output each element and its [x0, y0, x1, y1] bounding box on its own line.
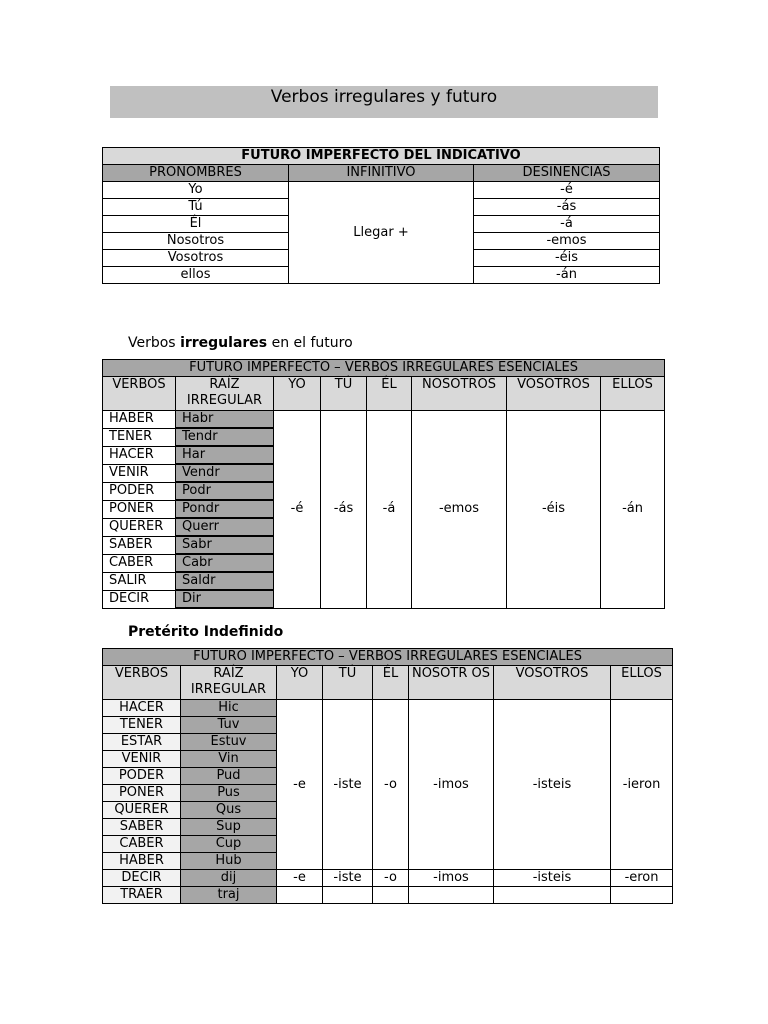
table-caption: FUTURO IMPERFECTO – VERBOS IRREGULARES ESENCIALES — [103, 649, 673, 666]
root-cell: Hic — [181, 700, 277, 717]
ending-nosotros: -emos — [412, 411, 507, 609]
table-caption: FUTURO IMPERFECTO DEL INDICATIVO — [103, 148, 660, 165]
column-header: VOSOTROS — [494, 666, 611, 700]
root-cell: Har — [176, 446, 274, 464]
empty-cell — [494, 887, 611, 904]
column-header: RAÍZ IRREGULAR — [181, 666, 277, 700]
verb-cell: HABER — [103, 853, 181, 870]
column-header: PRONOMBRES — [103, 165, 289, 182]
root-cell: Saldr — [176, 572, 274, 590]
ending-ellos: -án — [601, 411, 665, 609]
root-cell: Tuv — [181, 717, 277, 734]
column-header: TÚ — [323, 666, 373, 700]
ending-cell: -emos — [474, 233, 660, 250]
verb-cell: DECIR — [103, 590, 176, 608]
verb-cell: DECIR — [103, 870, 181, 887]
preterite-irregular-table — [102, 648, 673, 904]
infinitive-cell: Llegar + — [289, 182, 474, 284]
page-title: Verbos irregulares y futuro — [110, 86, 658, 118]
verb-cell: TENER — [103, 428, 176, 446]
verb-cell: SABER — [103, 536, 176, 554]
table-row — [103, 700, 673, 717]
table-row — [103, 887, 673, 904]
root-cell: Habr — [176, 411, 274, 429]
root-cell: Qus — [181, 802, 277, 819]
root-cell: Vendr — [176, 464, 274, 482]
root-cell: Pus — [181, 785, 277, 802]
verb-cell: ESTAR — [103, 734, 181, 751]
pronoun-cell: Nosotros — [103, 233, 289, 250]
column-header: DESINENCIAS — [474, 165, 660, 182]
verb-cell: CABER — [103, 836, 181, 853]
ending-el: -á — [367, 411, 412, 609]
column-header: INFINITIVO — [289, 165, 474, 182]
root-cell: Tendr — [176, 428, 274, 446]
column-header: ELLOS — [611, 666, 673, 700]
root-cell: Podr — [176, 482, 274, 500]
root-cell: Sup — [181, 819, 277, 836]
verb-cell: VENIR — [103, 464, 176, 482]
ending-vosotros: -isteis — [494, 700, 611, 870]
ending-ellos: -ieron — [611, 700, 673, 870]
column-header: YO — [277, 666, 323, 700]
root-cell: Sabr — [176, 536, 274, 554]
section-heading-preterite: Pretérito Indefinido — [128, 624, 284, 640]
ending-cell: -éis — [474, 250, 660, 267]
empty-cell — [323, 887, 373, 904]
ending-yo-decir: -e — [277, 870, 323, 887]
root-cell: Estuv — [181, 734, 277, 751]
ending-nosotros-decir: -imos — [409, 870, 494, 887]
empty-cell — [611, 887, 673, 904]
verb-cell: VENIR — [103, 751, 181, 768]
verb-cell: HACER — [103, 446, 176, 464]
pronoun-cell: Tú — [103, 199, 289, 216]
column-header: VERBOS — [103, 377, 176, 411]
empty-cell — [373, 887, 409, 904]
pronoun-cell: Él — [103, 216, 289, 233]
ending-el-decir: -o — [373, 870, 409, 887]
root-cell: Cup — [181, 836, 277, 853]
column-header: RAÍZ IRREGULAR — [176, 377, 274, 411]
ending-tu: -ás — [321, 411, 367, 609]
future-indicative-table — [102, 147, 660, 284]
verb-cell: HABER — [103, 411, 176, 429]
verb-cell: PONER — [103, 785, 181, 802]
column-header: TÚ — [321, 377, 367, 411]
empty-cell — [277, 887, 323, 904]
verb-cell: TRAER — [103, 887, 181, 904]
pronoun-cell: Vosotros — [103, 250, 289, 267]
verb-cell: PONER — [103, 500, 176, 518]
root-cell: Hub — [181, 853, 277, 870]
heading-bold-text: irregulares — [180, 335, 268, 351]
verb-cell: SALIR — [103, 572, 176, 590]
heading-text: en el futuro — [267, 335, 353, 351]
future-irregular-table — [102, 359, 665, 609]
ending-vosotros-decir: -isteis — [494, 870, 611, 887]
ending-ellos-decir: -eron — [611, 870, 673, 887]
ending-yo: -é — [274, 411, 321, 609]
ending-tu: -iste — [323, 700, 373, 870]
column-header: ÉL — [373, 666, 409, 700]
empty-cell — [409, 887, 494, 904]
pronoun-cell: ellos — [103, 267, 289, 284]
table-caption: FUTURO IMPERFECTO – VERBOS IRREGULARES ESENCIALES — [103, 360, 665, 377]
ending-vosotros: -éis — [507, 411, 601, 609]
verb-cell: CABER — [103, 554, 176, 572]
column-header: YO — [274, 377, 321, 411]
pronoun-cell: Yo — [103, 182, 289, 199]
verb-cell: QUERER — [103, 802, 181, 819]
column-header: NOSOTROS — [412, 377, 507, 411]
verb-cell: PODER — [103, 482, 176, 500]
verb-cell: SABER — [103, 819, 181, 836]
verb-cell: QUERER — [103, 518, 176, 536]
root-cell: Dir — [176, 590, 274, 608]
ending-el: -o — [373, 700, 409, 870]
ending-nosotros: -imos — [409, 700, 494, 870]
ending-cell: -á — [474, 216, 660, 233]
ending-yo: -e — [277, 700, 323, 870]
column-header: NOSOTR OS — [409, 666, 494, 700]
table-row — [103, 870, 673, 887]
column-header: ÉL — [367, 377, 412, 411]
heading-text: Verbos — [128, 335, 181, 351]
root-cell: traj — [181, 887, 277, 904]
column-header: ELLOS — [601, 377, 665, 411]
root-cell: Pondr — [176, 500, 274, 518]
root-cell: Pud — [181, 768, 277, 785]
section-heading-future — [128, 335, 353, 351]
ending-cell: -ás — [474, 199, 660, 216]
root-cell: Vin — [181, 751, 277, 768]
ending-cell: -é — [474, 182, 660, 199]
table-row — [103, 411, 665, 429]
ending-tu-decir: -iste — [323, 870, 373, 887]
column-header: VERBOS — [103, 666, 181, 700]
ending-cell: -án — [474, 267, 660, 284]
root-cell: dij — [181, 870, 277, 887]
root-cell: Cabr — [176, 554, 274, 572]
root-cell: Querr — [176, 518, 274, 536]
verb-cell: TENER — [103, 717, 181, 734]
verb-cell: HACER — [103, 700, 181, 717]
column-header: VOSOTROS — [507, 377, 601, 411]
verb-cell: PODER — [103, 768, 181, 785]
